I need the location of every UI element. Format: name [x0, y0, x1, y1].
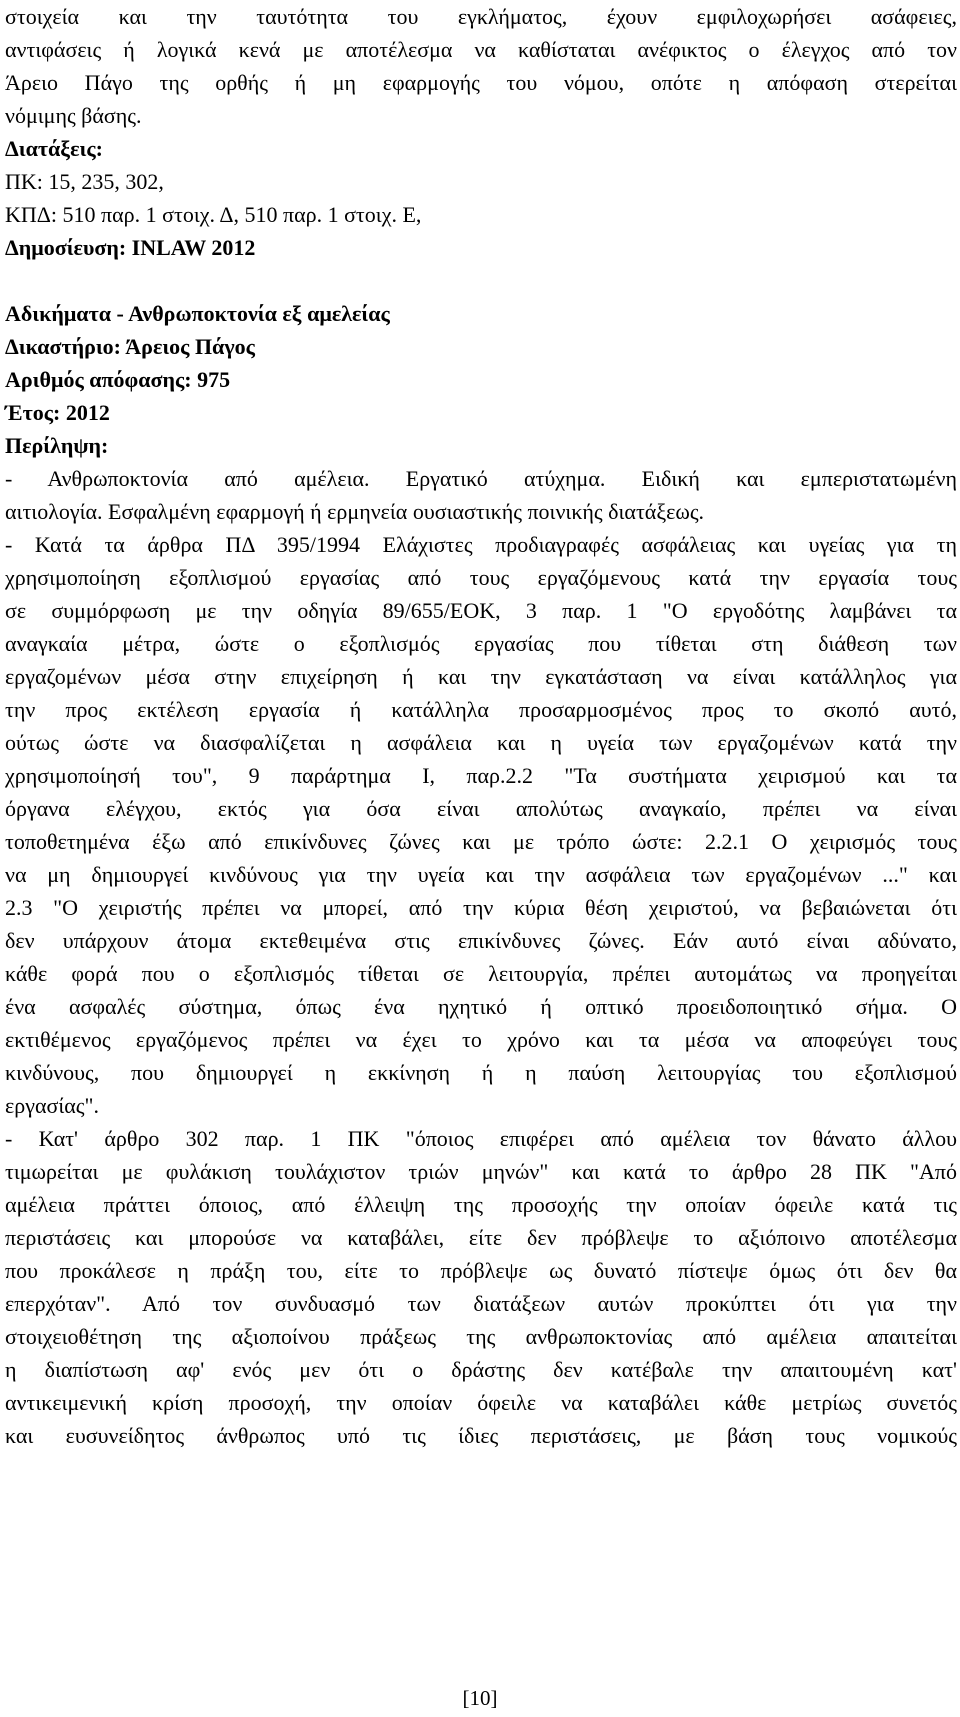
text-line: Άρειο Πάγο της ορθής ή μη εφαρμογής του νόμου, οπότε η απόφαση στερείται	[5, 70, 957, 95]
text-line: και ευσυνείδητος άνθρωπος υπό τις ίδιες περιστάσεις, με βάση τους νομικούς	[5, 1423, 957, 1448]
text-line: την προς εκτέλεση εργασία ή κατάλληλα προσαρμοσμένος προς το σκοπό αυτό,	[5, 697, 957, 722]
text-line: εκτιθέμενος εργαζόμενος πρέπει να έχει το χρόνο και τα μέσα να αποφεύγει τους	[5, 1027, 957, 1052]
text-line: που προκάλεσε η πράξη του, είτε το πρόβλεψε ως δυνατό πίστεψε όμως ότι δεν θα	[5, 1258, 957, 1283]
provisions-line: ΚΠΔ: 510 παρ. 1 στοιχ. Δ, 510 παρ. 1 στοιχ. Ε,	[5, 202, 422, 227]
text-line: 2.3 "Ο χειριστής πρέπει να μπορεί, από την κύρια θέση χειριστού, να βεβαιώνεται ότι	[5, 895, 957, 920]
provisions-heading: Διατάξεις:	[5, 136, 103, 161]
text-line: στοιχεία και την ταυτότητα του εγκλήματος, έχουν εμφιλοχωρήσει ασάφειες,	[5, 4, 957, 29]
provisions-line: ΠΚ: 15, 235, 302,	[5, 169, 164, 194]
text-line: χρησιμοποίηση εξοπλισμού εργασίας από τους εργαζόμενους κατά την εργασία τους	[5, 565, 957, 590]
text-line: αμέλεια πράττει όποιος, από έλλειψη της προσοχής την οποίαν όφειλε κατά τις	[5, 1192, 957, 1217]
publication-line: Δημοσίευση: INLAW 2012	[5, 235, 256, 260]
text-line: σε συμμόρφωση με την οδηγία 89/655/ΕΟΚ, 3 παρ. 1 "Ο εργοδότης λαμβάνει τα	[5, 598, 957, 623]
text-line: τιμωρείται με φυλάκιση τουλάχιστον τριών μηνών" και κατά το άρθρο 28 ΠΚ "Από	[5, 1159, 957, 1184]
summary-heading: Περίληψη:	[5, 433, 109, 458]
text-line: όργανα ελέγχου, εκτός για όσα είναι απολύτως αναγκαίο, πρέπει να είναι	[5, 796, 957, 821]
text-line: αιτιολογία. Εσφαλμένη εφαρμογή ή ερμηνεία ουσιαστικής ποινικής διατάξεως.	[5, 499, 705, 524]
text-line: ούτως ώστε να διασφαλίζεται η ασφάλεια και η υγεία των εργαζομένων κατά την	[5, 730, 957, 755]
text-line: κάθε φορά που ο εξοπλισμός τίθεται σε λειτουργία, πρέπει αυτομάτως να προηγείται	[5, 961, 957, 986]
text-line: η διαπίστωση αφ' ενός μεν ότι ο δράστης δεν κατέβαλε την απαιτουμένη κατ'	[5, 1357, 957, 1382]
court-line: Δικαστήριο: Άρειος Πάγος	[5, 334, 255, 359]
text-line: - Ανθρωποκτονία από αμέλεια. Εργατικό ατύχημα. Ειδική και εμπεριστατωμένη	[5, 466, 957, 491]
text-line: επερχόταν". Από τον συνδυασμό των διατάξεων αυτών προκύπτει ότι για την	[5, 1291, 957, 1316]
text-line: στοιχειοθέτηση της αξιοποίνου πράξεως της ανθρωποκτονίας από αμέλεια απαιτείται	[5, 1324, 957, 1349]
summary-text	[5, 462, 960, 1452]
blank-line	[5, 264, 960, 297]
page-number: [10]	[462, 1686, 498, 1710]
year-line: Έτος: 2012	[5, 400, 110, 425]
text-line: αντιφάσεις ή λογικά κενά με αποτέλεσμα να καθίσταται ανέφικτος ο έλεγχος από τον	[5, 37, 957, 62]
text-line: κινδύνους, που δημιουργεί η εκκίνηση ή η παύση λειτουργίας του εξοπλισμού	[5, 1060, 957, 1085]
text-line: να μη δημιουργεί κινδύνους για την υγεία και την ασφάλεια των εργαζομένων ..." και	[5, 862, 957, 887]
offences-line: Αδικήματα - Ανθρωποκτονία εξ αμελείας	[5, 301, 390, 326]
text-line: εργασίας".	[5, 1093, 99, 1118]
decision-number-line: Αριθμός απόφασης: 975	[5, 367, 231, 392]
text-line: δεν υπάρχουν άτομα εκτεθειμένα στις επικίνδυνες ζώνες. Εάν αυτό είναι αδύνατο,	[5, 928, 957, 953]
document-body	[5, 0, 960, 1452]
text-line: χρησιμοποίησή του", 9 παράρτημα Ι, παρ.2.2 "Τα συστήματα χειρισμού και τα	[5, 763, 957, 788]
text-line: αναγκαία μέτρα, ώστε ο εξοπλισμός εργασίας που τίθεται στη διάθεση των	[5, 631, 957, 656]
text-line: νόμιμης βάσης.	[5, 103, 142, 128]
text-line: τοποθετημένα έξω από επικίνδυνες ζώνες και με τρόπο ώστε: 2.2.1 Ο χειρισμός τους	[5, 829, 957, 854]
text-line: εργαζομένων μέσα στην επιχείρηση ή και την εγκατάσταση να είναι κατάλληλος για	[5, 664, 957, 689]
text-line: - Κατά τα άρθρα ΠΔ 395/1994 Ελάχιστες προδιαγραφές ασφάλειας και υγείας για τη	[5, 532, 957, 557]
text-line: ένα ασφαλές σύστημα, όπως ένα ηχητικό ή οπτικό προειδοποιητικό σήμα. Ο	[5, 994, 957, 1019]
text-line: - Κατ' άρθρο 302 παρ. 1 ΠΚ "όποιος επιφέρει από αμέλεια τον θάνατο άλλου	[5, 1126, 957, 1151]
text-line: αντικειμενική κρίση προσοχή, την οποίαν όφειλε να καταβάλει κάθε μετρίως συνετός	[5, 1390, 957, 1415]
intro-paragraph	[5, 0, 960, 132]
text-line: περιστάσεις και μπορούσε να καταβάλει, είτε δεν πρόβλεψε το αξιόποινο αποτέλεσμα	[5, 1225, 957, 1250]
